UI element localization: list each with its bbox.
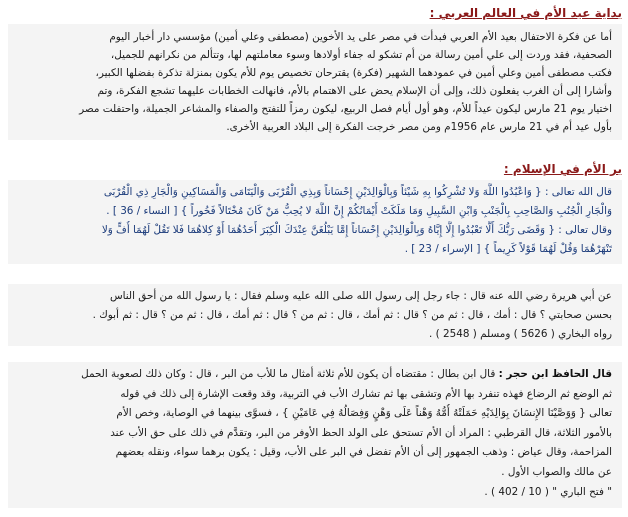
commentary-line [16,365,612,385]
text-line: أما عن فكرة الاحتفال بعيد الأم العربي فبدأت في مصر على يد الأخوين (مصطفى وعلي أمين) مؤسسي دار أخبار اليوم [109,31,612,43]
section-heading-arab-mothers-day: بداية عيد الأم في العالم العربي : [429,6,622,20]
hadith-line: رواه البخاري ( 5626 ) ومسلم ( 2548 ) . [429,328,612,340]
commentary-text: عن مالك والصواب الأول . [501,465,612,478]
commentary-text: قال ابن بطال : مقتضاه أن يكون للأم ثلاثة أمثال ما للأب من البر ، قال : وكان ذلك لصعوبة الحمل [81,368,499,380]
hadith-line: بحسن صحابتي ؟ قال : أمك ، قال : ثم من ؟ قال : ثم أمك ، قال : ثم من ؟ قال : ثم أمك ، قال : ثم من ؟ قال : ثم أبوك . [92,309,612,321]
hadith-line: عن أبي هريرة رضي الله عنه قال : جاء رجل إلى رسول الله صلى الله عليه وسلم فقال : يا رسول الله من أحق الناس [109,290,612,302]
commentary-text: تعالى { وَوَصَّيْنَا الإِنسَانَ بِوَالِدَيْهِ حَمَلَتْهُ أُمُّهُ وَهْناً عَلَى وَهْنٍ وَفِصَالُهُ فِي عَامَيْنِ } ، فسوَّى بينهما في الوصاية، وخص الأم [116,407,612,420]
paragraph-history [8,24,622,140]
commentary-text: بالأمور الثلاثة، قال القرطبي : المراد أن الأم تستحق على الولد الحظ الأوفر من البر، وتقدَّم في ذلك على حق الأب عند [110,426,612,439]
commentary-line [16,463,612,483]
text-line: بأول عيد أم في 21 مارس عام 1956م ومن مصر خرجت الفكرة إلى البلاد العربية الأخرى. [226,121,612,133]
verse-line: وَالْجَارِ الْجُنُبِ وَالصَّاحِبِ بِالْجَنْبِ وَابْنِ السَّبِيلِ وَمَا مَلَكَتْ أَيْمَانُكُمْ إِنَّ اللَّهَ لا يُحِبُّ مَنْ كَانَ مُخْتَالاً فَخُوراً } [ النساء / 36 ] . [106,205,612,217]
commentary-line [16,404,612,424]
text-line: اختيار يوم 21 مارس ليكون عيداً للأم، وهو أول أيام فصل الربيع، ليكون رمزاً للتفتح والصفاء والمشاعر الجميلة، واحتفلت مصر [79,103,612,115]
commentary-block [8,362,622,508]
section-heading-islam: بر الأم في الإسلام : [503,162,622,176]
verse-line: وقال تعالى : { وَقَضَى رَبُّكَ أَلَّا تَعْبُدُوا إِلَّا إِيَّاهُ وَبِالْوَالِدَيْنِ إِحْسَاناً إِمَّا يَبْلُغَنَّ عِنْدَكَ الْكِبَرَ أَحَدُهُمَا أَوْ كِلاهُمَا فَلا تَقُلْ لَهُمَا أُفٍّ وَلا [101,224,612,236]
hadith-block [8,284,622,346]
text-line: الصحفية، فقد وردت إلى علي أمين رسالة من أم تشكو له جفاء أولادها وسوء معاملتهم لها، وتتألم من نكرانهم للجميل، [110,49,612,61]
commentary-line [16,424,612,444]
commentary-text: المزاحمة، وقال عياض : وذهب الجمهور إلى أن الأم تفضل في البر على الأب، وقيل : يكون برهما سواء، ونقله بعضهم [115,446,612,459]
text-line: فكتب مصطفى أمين وعلي أمين في عمودهما الشهير (فكرة) يقترحان تخصيص يوم للأم يكون بمنزلة تذكرة بفضلها الكبير، [95,67,612,79]
verse-line: قال الله تعالى : { وَاعْبُدُوا اللَّهَ وَلا تُشْرِكُوا بِهِ شَيْئاً وَبِالْوَالِدَيْنِ إِحْسَاناً وَبِذِي الْقُرْبَى وَالْيَتَامَى وَالْمَسَاكِينِ وَالْجَارِ ذِي الْقُرْبَى [103,186,612,198]
verse-line: تَنْهَرْهُمَا وَقُلْ لَهُمَا قَوْلاً كَرِيماً } [ الإسراء / 23 ] . [404,243,612,255]
commentary-line [16,443,612,463]
citation-text: " فتح الباري " ( 10 / 402 ) . [484,485,612,498]
commentary-line [16,385,612,405]
scholar-name: قال الحافظ ابن حجر : [498,368,612,380]
citation-line [16,483,612,503]
text-line: وأشارا إلى أن الغرب يفعلون ذلك، وإلى أن الإسلام يحض على الاهتمام بالأم، فانهالت الخطابات عليهما تشجع الفكرة، وتم [97,85,612,97]
commentary-text: ثم الوضع ثم الرضاع فهذه تنفرد بها الأم وتشقى بها ثم تشارك الأب في التربية، وقد وقعت الإشارة إلى ذلك في قوله [120,387,612,400]
quran-verses-block [8,180,622,264]
